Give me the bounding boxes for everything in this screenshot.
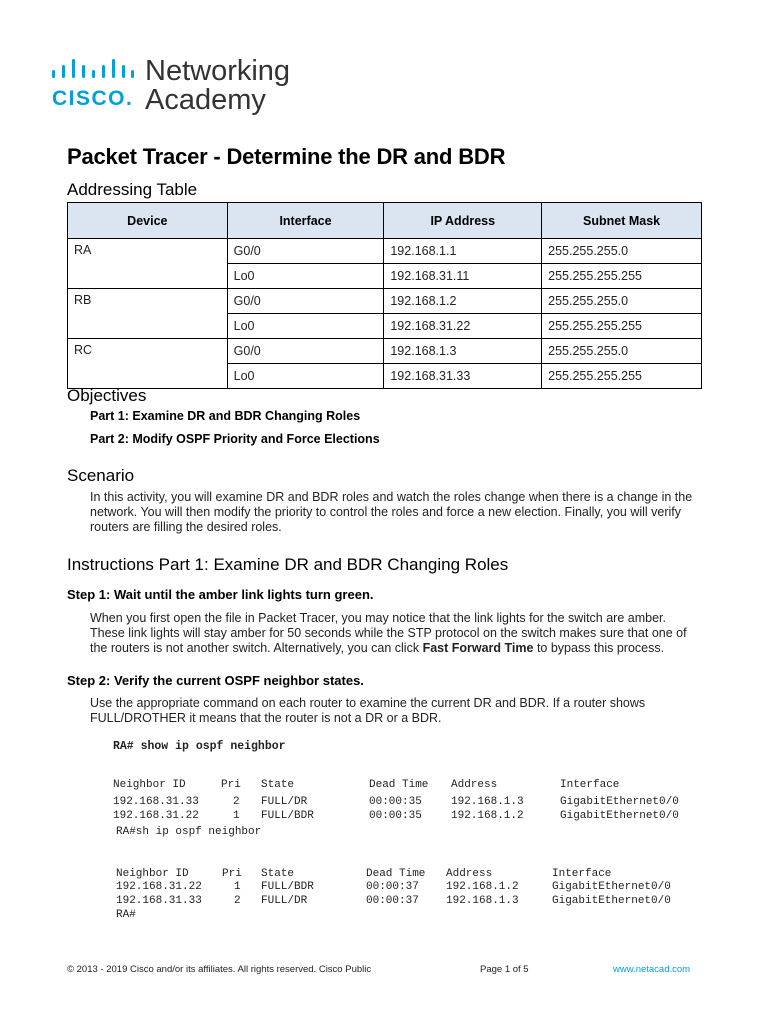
step-1-text-before: When you first open the file in Packet Tracer, you may notice that the link lights for the switch are amber. These link lights will stay amber for 50 seconds while the STP protocol on the switch makes sure that one of the routers is not another switch. Alternatively, you can click bbox=[90, 611, 687, 655]
interface-cell: Lo0 bbox=[227, 364, 384, 389]
ip-cell: 192.168.1.2 bbox=[384, 289, 542, 314]
interface-cell: G0/0 bbox=[227, 339, 384, 364]
instructions-heading: Instructions Part 1: Examine DR and BDR Changing Roles bbox=[67, 555, 509, 574]
interface-cell: G0/0 bbox=[227, 239, 384, 264]
table-header-row bbox=[68, 203, 702, 239]
output-cell: GigabitEthernet0/0 bbox=[560, 796, 679, 808]
step-1-text bbox=[90, 611, 702, 656]
addressing-heading: Addressing Table bbox=[67, 180, 198, 199]
output-cell: 00:00:35 bbox=[369, 796, 422, 808]
output-cell: 00:00:35 bbox=[369, 810, 422, 822]
mask-cell: 255.255.255.0 bbox=[542, 339, 702, 364]
output-cell: GigabitEthernet0/0 bbox=[552, 881, 671, 893]
scenario-text: In this activity, you will examine DR and BDR roles and watch the roles change when there is a change in the network. You will then modify the priority to control the roles and force a new election. Finally, you will verify routers are filling the desired roles. bbox=[90, 490, 693, 534]
objective-part-1: Part 1: Examine DR and BDR Changing Roles bbox=[90, 409, 361, 423]
output-cell: 1 bbox=[233, 810, 240, 822]
output-header-dead-time: Dead Time bbox=[369, 779, 429, 791]
output-header-address: Address bbox=[451, 779, 498, 791]
device-cell: RA bbox=[68, 239, 228, 289]
device-cell: RC bbox=[68, 339, 228, 389]
output-header-pri: Pri bbox=[221, 779, 241, 791]
device-cell: RB bbox=[68, 289, 228, 339]
output-cell: GigabitEthernet0/0 bbox=[552, 895, 671, 907]
output-cell: FULL/BDR bbox=[261, 810, 314, 822]
step-2-text: Use the appropriate command on each router to examine the current DR and BDR. If a router shows FULL/DROTHER it means that the router is not a DR or a BDR. bbox=[90, 696, 646, 725]
ip-cell: 192.168.31.33 bbox=[384, 364, 542, 389]
output-prompt: RA# bbox=[116, 909, 136, 921]
page-title: Packet Tracer - Determine the DR and BDR bbox=[67, 144, 506, 169]
interface-cell: G0/0 bbox=[227, 289, 384, 314]
interface-cell: Lo0 bbox=[227, 314, 384, 339]
command-line: RA# show ip ospf neighbor bbox=[113, 740, 286, 753]
step-1-text-after: to bypass this process. bbox=[533, 641, 665, 655]
column-header: Subnet Mask bbox=[542, 203, 702, 239]
output-prompt: RA#sh ip ospf neighbor bbox=[116, 826, 262, 838]
footer-copyright: © 2013 - 2019 Cisco and/or its affiliates. All rights reserved. Cisco Public bbox=[67, 964, 372, 975]
column-header: Interface bbox=[227, 203, 384, 239]
output-cell: GigabitEthernet0/0 bbox=[560, 810, 679, 822]
fast-forward-time-label: Fast Forward Time bbox=[422, 641, 534, 655]
ip-cell: 192.168.31.22 bbox=[384, 314, 542, 339]
logo-networking-text: Networking bbox=[145, 55, 291, 87]
mask-cell: 255.255.255.0 bbox=[542, 289, 702, 314]
output-cell: 192.168.1.2 bbox=[446, 881, 519, 893]
scenario-heading: Scenario bbox=[67, 466, 135, 485]
cisco-bars-icon bbox=[52, 57, 134, 83]
output-cell: 192.168.1.2 bbox=[451, 810, 524, 822]
column-header: Device bbox=[68, 203, 228, 239]
output-header-pri: Pri bbox=[222, 868, 242, 880]
objectives-heading: Objectives bbox=[67, 386, 147, 405]
output-cell: 2 bbox=[233, 796, 240, 808]
output-cell: 2 bbox=[234, 895, 241, 907]
output-header-dead-time: Dead Time bbox=[366, 868, 426, 880]
output-cell: FULL/DR bbox=[261, 895, 308, 907]
mask-cell: 255.255.255.255 bbox=[542, 264, 702, 289]
ip-cell: 192.168.31.11 bbox=[384, 264, 542, 289]
output-header-interface: Interface bbox=[560, 779, 620, 791]
footer-link[interactable]: www.netacad.com bbox=[613, 964, 691, 975]
column-header: IP Address bbox=[384, 203, 542, 239]
output-cell: 192.168.1.3 bbox=[446, 895, 519, 907]
ip-cell: 192.168.1.1 bbox=[384, 239, 542, 264]
output-header-neighbor-id: Neighbor ID bbox=[113, 779, 186, 791]
output-header-interface: Interface bbox=[552, 868, 612, 880]
mask-cell: 255.255.255.0 bbox=[542, 239, 702, 264]
interface-cell: Lo0 bbox=[227, 264, 384, 289]
output-header-address: Address bbox=[446, 868, 493, 880]
logo-academy-text: Academy bbox=[145, 84, 266, 116]
output-header-state: State bbox=[261, 779, 295, 791]
output-cell: 192.168.31.22 bbox=[113, 810, 199, 822]
addressing-table bbox=[67, 202, 702, 389]
output-header-neighbor-id: Neighbor ID bbox=[116, 868, 189, 880]
step-1-title: Step 1: Wait until the amber link lights turn green. bbox=[67, 587, 374, 602]
table-row bbox=[68, 289, 702, 314]
output-cell: 192.168.31.22 bbox=[116, 881, 202, 893]
objective-part-2: Part 2: Modify OSPF Priority and Force Elections bbox=[90, 432, 380, 446]
output-cell: 192.168.31.33 bbox=[113, 796, 199, 808]
table-row bbox=[68, 239, 702, 264]
mask-cell: 255.255.255.255 bbox=[542, 364, 702, 389]
footer-page-number: Page 1 of 5 bbox=[480, 964, 529, 975]
output-cell: 1 bbox=[234, 881, 241, 893]
output-header-state: State bbox=[261, 868, 295, 880]
output-cell: FULL/BDR bbox=[261, 881, 314, 893]
output-cell: 192.168.1.3 bbox=[451, 796, 524, 808]
output-cell: 00:00:37 bbox=[366, 895, 419, 907]
ip-cell: 192.168.1.3 bbox=[384, 339, 542, 364]
mask-cell: 255.255.255.255 bbox=[542, 314, 702, 339]
output-cell: 00:00:37 bbox=[366, 881, 419, 893]
table-row bbox=[68, 339, 702, 364]
cisco-wordmark: CISCO. bbox=[52, 87, 134, 110]
step-2-title: Step 2: Verify the current OSPF neighbor states. bbox=[67, 673, 364, 688]
output-cell: FULL/DR bbox=[261, 796, 308, 808]
output-cell: 192.168.31.33 bbox=[116, 895, 202, 907]
